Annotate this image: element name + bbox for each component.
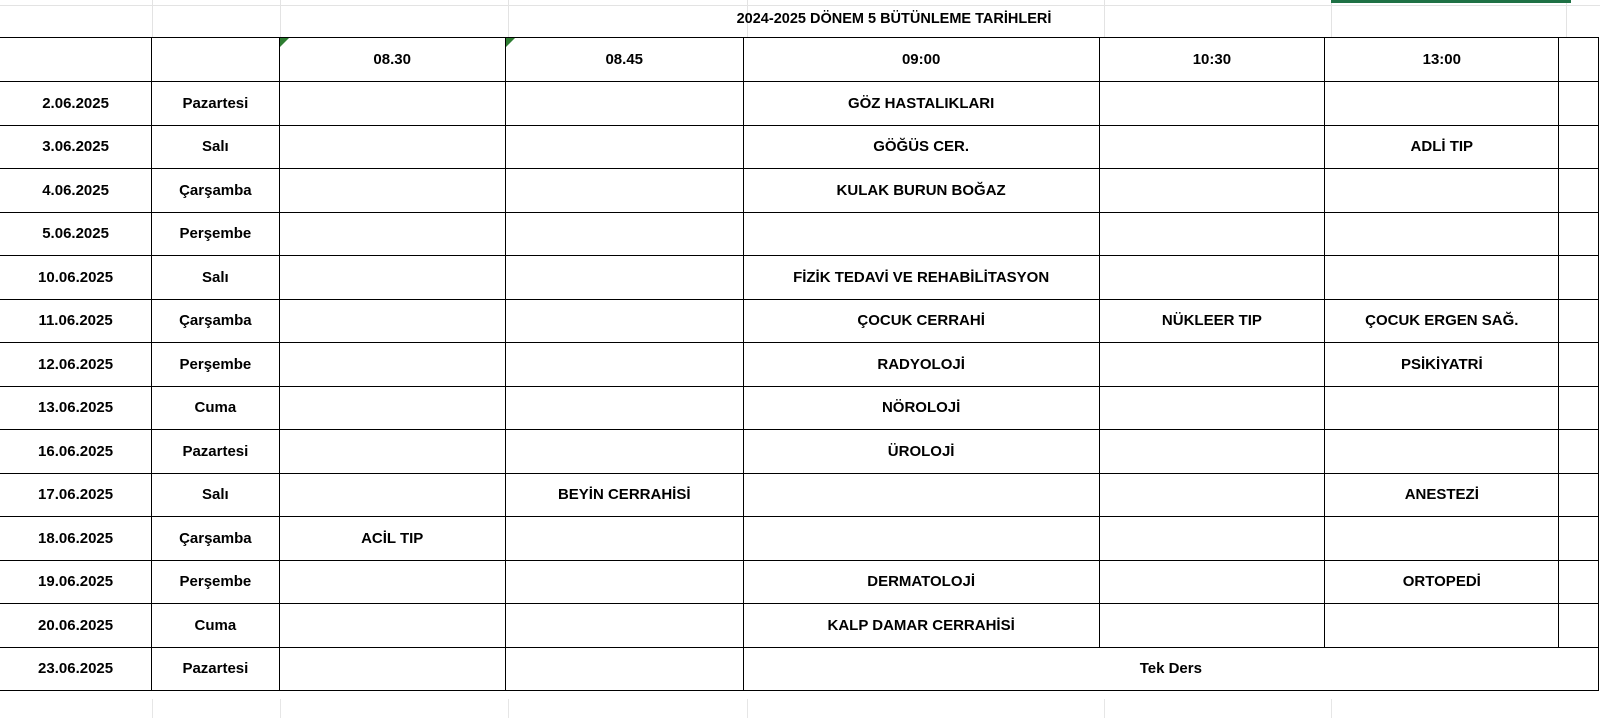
cell-c0845[interactable] [505,125,743,169]
comment-marker-icon[interactable] [280,38,289,47]
header-cell-date[interactable] [0,38,152,82]
table-row [0,430,1599,474]
cell-c1030[interactable] [1099,560,1325,604]
cell-c1300[interactable]: ORTOPEDİ [1325,560,1559,604]
cell-date[interactable]: 17.06.2025 [0,473,152,517]
time-label: 08.30 [373,51,411,68]
cell-c0830[interactable] [279,169,505,213]
cell-c0845[interactable] [505,604,743,648]
cell-c0900[interactable]: GÖĞÜS CER. [743,125,1099,169]
header-cell-0830[interactable] [279,38,505,82]
cell-date[interactable]: 2.06.2025 [0,82,152,126]
cell-date[interactable]: 16.06.2025 [0,430,152,474]
cell-day[interactable]: Salı [152,256,279,300]
comment-marker-icon[interactable] [506,38,515,47]
cell-c1030[interactable]: NÜKLEER TIP [1099,299,1325,343]
cell-c0830[interactable] [279,82,505,126]
gridline [152,699,153,718]
table-row [0,473,1599,517]
cell-day[interactable]: Salı [152,473,279,517]
cell-c0900[interactable] [743,212,1099,256]
cell-extra[interactable] [1559,212,1599,256]
selected-cell-indicator [1331,0,1571,3]
cell-c0900[interactable]: NÖROLOJİ [743,386,1099,430]
empty-row [0,699,1600,718]
cell-c1300[interactable] [1325,82,1559,126]
gridline [1331,699,1332,718]
cell-day[interactable]: Cuma [152,604,279,648]
table-row [0,256,1599,300]
cell-c0845[interactable] [505,343,743,387]
cell-c1300[interactable] [1325,604,1559,648]
cell-day[interactable]: Pazartesi [152,430,279,474]
cell-c1300[interactable] [1325,386,1559,430]
header-cell-day[interactable] [152,38,279,82]
header-cell-1030[interactable]: 10:30 [1099,38,1325,82]
cell-c1030[interactable] [1099,169,1325,213]
cell-c0845[interactable] [505,82,743,126]
gridline [508,699,509,718]
cell-day[interactable]: Çarşamba [152,169,279,213]
cell-c0830[interactable] [279,473,505,517]
cell-date[interactable]: 13.06.2025 [0,386,152,430]
cell-day[interactable]: Cuma [152,386,279,430]
gridline [280,699,281,718]
header-cell-0845[interactable] [505,38,743,82]
cell-date[interactable]: 12.06.2025 [0,343,152,387]
cell-c0830[interactable] [279,604,505,648]
cell-extra[interactable] [1559,169,1599,213]
cell-c0845[interactable] [505,169,743,213]
header-cell-extra[interactable] [1559,38,1599,82]
cell-c1030[interactable] [1099,256,1325,300]
cell-c1300[interactable]: ÇOCUK ERGEN SAĞ. [1325,299,1559,343]
cell-c0845[interactable] [505,647,743,691]
cell-date[interactable]: 5.06.2025 [0,212,152,256]
header-cell-0900[interactable]: 09:00 [743,38,1099,82]
table-row [0,343,1599,387]
cell-c1030[interactable] [1099,212,1325,256]
merged-cell-tek-ders[interactable]: Tek Ders [743,647,1598,691]
cell-day[interactable]: Salı [152,125,279,169]
cell-c0900[interactable]: RADYOLOJİ [743,343,1099,387]
cell-date[interactable]: 19.06.2025 [0,560,152,604]
cell-c1030[interactable] [1099,473,1325,517]
cell-day[interactable]: Perşembe [152,343,279,387]
cell-c1300[interactable]: PSİKİYATRİ [1325,343,1559,387]
cell-day[interactable]: Perşembe [152,212,279,256]
gridline [1104,699,1105,718]
gridline [747,699,748,718]
table-row [0,299,1599,343]
cell-c1300[interactable] [1325,517,1559,561]
cell-date[interactable]: 10.06.2025 [0,256,152,300]
cell-c1030[interactable] [1099,343,1325,387]
cell-c0900[interactable]: FİZİK TEDAVİ VE REHABİLİTASYON [743,256,1099,300]
table-row [0,169,1599,213]
cell-c0830[interactable] [279,560,505,604]
cell-c1300[interactable]: ANESTEZİ [1325,473,1559,517]
cell-c0830[interactable] [279,125,505,169]
cell-day[interactable]: Pazartesi [152,82,279,126]
table-row [0,604,1599,648]
cell-date[interactable]: 4.06.2025 [0,169,152,213]
cell-c1030[interactable] [1099,386,1325,430]
cell-c1300[interactable] [1325,430,1559,474]
table-row [0,386,1599,430]
cell-extra[interactable] [1559,299,1599,343]
table-row [0,125,1599,169]
cell-extra[interactable] [1559,473,1599,517]
cell-extra[interactable] [1559,560,1599,604]
time-label: 08.45 [605,51,644,68]
cell-extra[interactable] [1559,343,1599,387]
header-row [0,38,1599,82]
cell-c0830[interactable]: ACİL TIP [279,517,505,561]
cell-c0900[interactable]: KULAK BURUN BOĞAZ [743,169,1099,213]
cell-c0900[interactable] [743,517,1099,561]
cell-c0830[interactable] [279,212,505,256]
sheet-title[interactable]: 2024-2025 DÖNEM 5 BÜTÜNLEME TARİHLERİ [736,11,1052,27]
cell-c0845[interactable] [505,256,743,300]
cell-c1030[interactable] [1099,82,1325,126]
cell-c0830[interactable] [279,299,505,343]
cell-extra[interactable] [1559,82,1599,126]
cell-c0900[interactable]: DERMATOLOJİ [743,560,1099,604]
cell-c0900[interactable] [743,473,1099,517]
cell-c0845[interactable]: BEYİN CERRAHİSİ [505,473,743,517]
cell-c0830[interactable] [279,256,505,300]
schedule-table [0,37,1599,691]
cell-c0845[interactable] [505,299,743,343]
cell-extra[interactable] [1559,386,1599,430]
cell-c1300[interactable] [1325,212,1559,256]
table-row [0,82,1599,126]
cell-c0845[interactable] [505,386,743,430]
cell-c1300[interactable]: ADLİ TIP [1325,125,1559,169]
header-cell-1300[interactable]: 13:00 [1325,38,1559,82]
table-row [0,517,1599,561]
cell-c0845[interactable] [505,517,743,561]
cell-date[interactable]: 11.06.2025 [0,299,152,343]
cell-c0830[interactable] [279,430,505,474]
cell-day[interactable]: Pazartesi [152,647,279,691]
cell-day[interactable]: Çarşamba [152,299,279,343]
cell-c1300[interactable] [1325,169,1559,213]
cell-date[interactable]: 20.06.2025 [0,604,152,648]
table-row [0,647,1599,691]
cell-extra[interactable] [1559,604,1599,648]
cell-c0830[interactable] [279,343,505,387]
cell-c0900[interactable]: ÇOCUK CERRAHİ [743,299,1099,343]
cell-date[interactable]: 18.06.2025 [0,517,152,561]
cell-c0900[interactable]: ÜROLOJİ [743,430,1099,474]
cell-c1030[interactable] [1099,517,1325,561]
cell-c0845[interactable] [505,212,743,256]
cell-extra[interactable] [1559,256,1599,300]
cell-date[interactable]: 3.06.2025 [0,125,152,169]
cell-c0830[interactable] [279,386,505,430]
cell-c1030[interactable] [1099,604,1325,648]
cell-day[interactable]: Çarşamba [152,517,279,561]
cell-c1030[interactable] [1099,430,1325,474]
cell-extra[interactable] [1559,430,1599,474]
table-row [0,560,1599,604]
cell-c1300[interactable] [1325,256,1559,300]
cell-extra[interactable] [1559,517,1599,561]
cell-date[interactable]: 23.06.2025 [0,647,152,691]
cell-c1030[interactable] [1099,125,1325,169]
cell-c0845[interactable] [505,430,743,474]
cell-c0845[interactable] [505,560,743,604]
cell-c0900[interactable]: KALP DAMAR CERRAHİSİ [743,604,1099,648]
table-row [0,212,1599,256]
cell-extra[interactable] [1559,125,1599,169]
cell-c0830[interactable] [279,647,505,691]
cell-c0900[interactable]: GÖZ HASTALIKLARI [743,82,1099,126]
cell-day[interactable]: Perşembe [152,560,279,604]
